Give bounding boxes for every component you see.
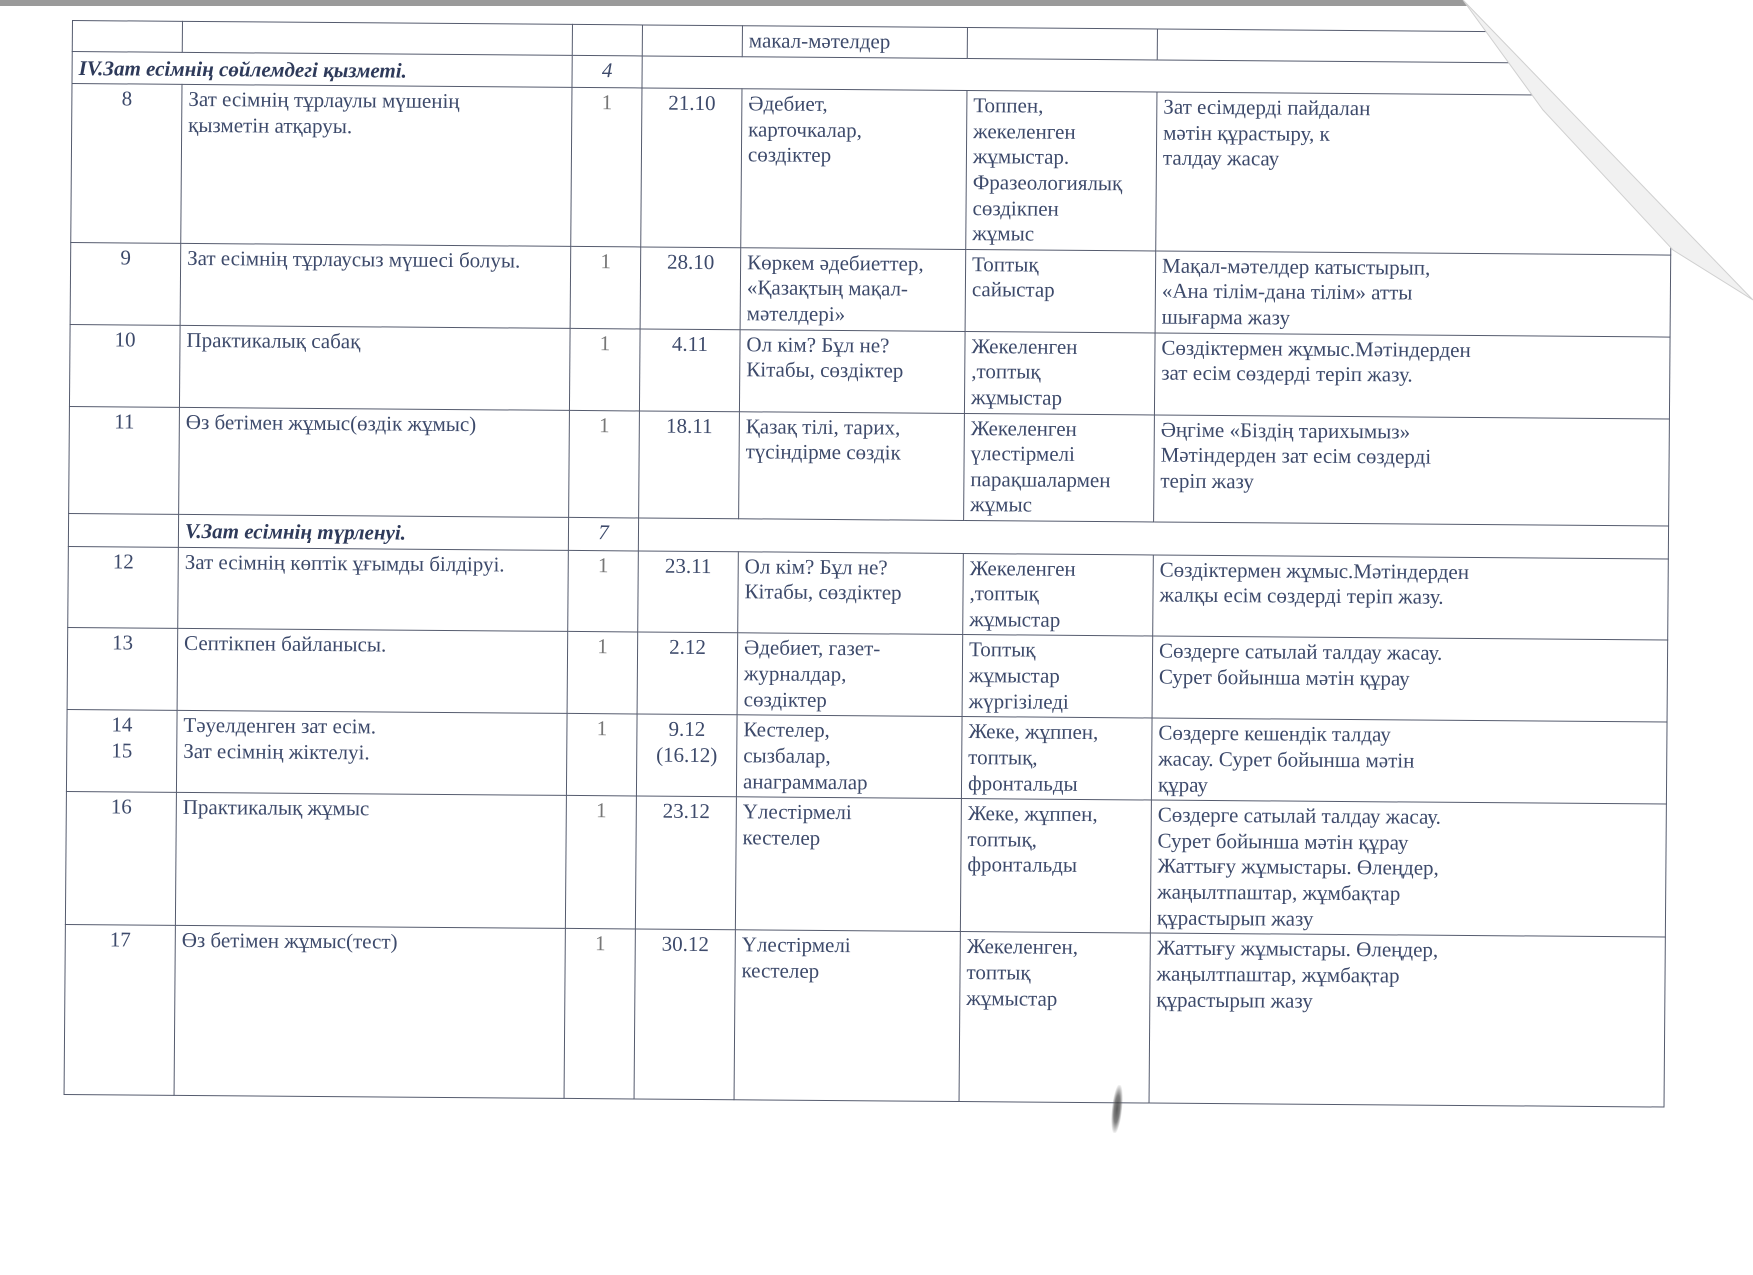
lesson-tasks	[1154, 333, 1670, 419]
lesson-tasks	[1150, 800, 1666, 937]
lesson-topic	[179, 325, 570, 410]
lesson-tasks	[1151, 718, 1667, 804]
lesson-hours: 1	[569, 410, 640, 518]
lesson-resources-line: мәтелдері»	[746, 301, 846, 327]
lesson-forms-line: жұмыстар	[966, 985, 1058, 1011]
lesson-tasks-line: «Ана тілім-дана тілім» атты	[1161, 279, 1413, 306]
lesson-forms-line: сайыстар	[971, 277, 1055, 303]
lesson-tasks	[1149, 933, 1665, 1107]
lesson-topic	[179, 407, 570, 517]
lesson-resources	[737, 633, 963, 717]
lesson-tasks-line: Сөздерге сатылай талдау жасау.	[1158, 638, 1443, 666]
lesson-resources	[739, 329, 965, 413]
lesson-forms-line: сөздікпен	[972, 195, 1059, 221]
lesson-number: 8	[71, 84, 182, 244]
lesson-hours: 1	[567, 632, 638, 715]
lesson-forms-line: жұмыстар.	[972, 144, 1070, 170]
lesson-forms-line: жұмыс	[972, 221, 1035, 246]
lesson-tasks-line: Мақал-мәтелдер катыстырып,	[1162, 253, 1431, 280]
lesson-forms-line: Жеке, жұппен,	[967, 801, 1098, 827]
lesson-tasks-line: Сөздерге кешендік талдау	[1158, 720, 1391, 747]
lesson-resources	[738, 551, 964, 635]
lesson-number: 17	[64, 925, 175, 1096]
lesson-resources	[735, 797, 961, 932]
lesson-resources-line: түсіндірме сөздік	[745, 439, 901, 465]
lesson-topic-line: Зат есімнің көптік ұғымды білдіруі.	[184, 549, 505, 576]
lesson-date-line: 30.12	[661, 931, 709, 957]
lesson-tasks	[1154, 415, 1670, 526]
lesson-resources-line: Әдебиет, газет-	[743, 635, 881, 661]
lesson-hours: 1	[566, 714, 637, 796]
lesson-date	[639, 411, 740, 519]
lesson-number: 14 15	[66, 710, 177, 793]
lesson-resources-line: сызбалар,	[743, 743, 831, 768]
lesson-forms-line: Топпен,	[973, 93, 1044, 118]
lesson-number: 12	[68, 546, 179, 629]
lesson-forms-line: Жекеленген	[969, 555, 1076, 581]
lesson-forms-line: жүргізіледі	[968, 688, 1069, 714]
lesson-row	[66, 710, 1667, 804]
lesson-forms-line: парақшалармен	[970, 466, 1111, 492]
lesson-tasks-line: Жаттығу жұмыстары. Өлеңдер,	[1156, 935, 1439, 963]
lesson-date-line: 2.12	[669, 635, 707, 660]
section-hours: 4	[572, 55, 642, 88]
lesson-topic-line: қызметін атқаруы.	[188, 112, 353, 139]
lesson-date-line: 28.10	[666, 249, 715, 274]
lesson-topic	[175, 793, 566, 929]
lesson-hours: 1	[568, 550, 639, 632]
lesson-forms-line: жұмыстар	[968, 663, 1060, 688]
lesson-date	[636, 714, 737, 797]
lesson-resources	[741, 89, 967, 249]
lesson-date	[638, 551, 739, 634]
lesson-topic	[178, 547, 569, 632]
lesson-resources-line: Ол кім? Бұл не?	[744, 553, 888, 580]
lesson-hours: 1	[569, 328, 640, 410]
lesson-row	[64, 925, 1665, 1108]
lesson-tasks-line: жаңылтпаштар, жұмбақтар	[1157, 879, 1401, 906]
lesson-tasks-line: жасау. Сурет бойынша мәтін	[1158, 746, 1415, 773]
lesson-tasks-line: Сөздіктермен жұмыс.Мәтіндерден	[1161, 335, 1471, 362]
lesson-tasks	[1152, 636, 1668, 722]
lesson-resources-line: Кітабы, сөздіктер	[744, 579, 902, 605]
lesson-forms-line: Жекеленген	[970, 415, 1077, 441]
lesson-number: 11	[69, 406, 180, 514]
lesson-tasks-line: зат есім сөздерді теріп жазу.	[1161, 360, 1413, 387]
lesson-resources-line: Кітабы, сөздіктер	[746, 357, 904, 383]
lesson-topic	[181, 85, 572, 247]
lesson-forms-line: ,топтық	[971, 359, 1041, 384]
lesson-resources-line: Үлестірмелі	[741, 932, 851, 958]
section-title: V.Зат есімнің түрленуі.	[178, 514, 568, 550]
lesson-tasks-line: Мәтіндерден зат есім сөздерді	[1160, 442, 1432, 469]
lesson-topic-line: Септікпен байланысы.	[184, 631, 387, 657]
lesson-resources-line: Ол кім? Бұл не?	[746, 332, 890, 358]
lesson-row	[69, 406, 1670, 526]
lesson-tasks-line: Сурет бойынша мәтін құрау	[1158, 664, 1410, 691]
lesson-date	[637, 632, 738, 715]
lesson-forms-line: топтық,	[968, 745, 1038, 770]
folded-corner	[1423, 0, 1753, 340]
lesson-forms-line: жұмыс	[970, 492, 1033, 517]
lesson-tasks-line: жаңылтпаштар, жұмбақтар	[1156, 961, 1400, 988]
lesson-number: 10	[69, 324, 180, 407]
lesson-topic	[174, 926, 565, 1099]
lesson-resources-line: Әдебиет,	[748, 91, 828, 117]
lesson-resources-line: анаграммалар	[742, 768, 868, 794]
top-spill-cell: макал-мәтелдер	[742, 26, 967, 58]
section-title: IV.Зат есімнің сөйлемдегі қызметі.	[72, 51, 572, 88]
lesson-forms-line: жекеленген	[973, 118, 1076, 144]
lesson-row	[65, 792, 1666, 938]
lesson-resources-line: Үлестірмелі	[742, 799, 852, 825]
lesson-resources-line: Қазақ тілі, тарих,	[745, 413, 901, 440]
lesson-resources-line: Көркем әдебиеттер,	[747, 250, 924, 276]
lesson-hours: 1	[570, 246, 641, 328]
lesson-date-line: 4.11	[671, 331, 709, 356]
lesson-forms-line: Топтық	[972, 251, 1039, 277]
lesson-topic-line: Практикалық сабақ	[186, 327, 361, 353]
lesson-topic-line: Практикалық жұмыс	[182, 795, 370, 821]
lesson-hours: 1	[571, 88, 642, 247]
lesson-hours: 1	[565, 796, 636, 930]
lesson-tasks-line: Жаттығу жұмыстары. Өлеңдер,	[1157, 854, 1439, 881]
lesson-forms	[959, 932, 1150, 1103]
lesson-resources	[734, 930, 960, 1102]
lesson-forms-line: Жекеленген	[971, 333, 1078, 359]
lesson-topic-line: Зат есімнің тұрлаусыз мүшесі болуы.	[187, 245, 521, 273]
lesson-resources-line: кестелер	[742, 825, 821, 850]
lesson-topic	[176, 711, 567, 796]
lesson-forms-line: жұмыстар	[970, 384, 1063, 410]
lesson-resources	[736, 715, 962, 799]
lesson-forms	[966, 91, 1157, 251]
lesson-row	[68, 546, 1669, 640]
lesson-tasks-line: құрау	[1157, 772, 1209, 797]
lesson-tasks-line: Сөздерге сатылай талдау жасау.	[1157, 802, 1442, 830]
lesson-date-line: 23.12	[662, 798, 711, 824]
lesson-date-line: 9.12	[668, 717, 706, 742]
lesson-topic-line: Өз бетімен жұмыс(тест)	[181, 928, 398, 954]
lesson-resources-line: сөздіктер	[743, 686, 827, 712]
lesson-resources-line: журналдар,	[743, 661, 847, 687]
lesson-forms	[964, 413, 1155, 522]
section-hours: 7	[568, 517, 638, 550]
lesson-forms-line: ,топтық	[969, 581, 1040, 606]
lesson-forms	[962, 635, 1153, 718]
lesson-tasks-line: жалқы есім сөздерді теріп жазу.	[1159, 582, 1444, 609]
lesson-topic-line: Тәуелденген зат есім.	[183, 713, 377, 739]
lesson-topic-line: Өз бетімен жұмыс(өздік жұмыс)	[185, 409, 477, 436]
lesson-forms-line: топтық,	[967, 826, 1038, 852]
lesson-resources-line: Кестелер,	[743, 717, 830, 743]
lesson-number: 9	[70, 242, 181, 325]
lesson-forms	[961, 717, 1152, 800]
lesson-resources-line: кестелер	[741, 958, 820, 983]
lesson-date	[634, 929, 735, 1100]
lesson-tasks-line: Сурет бойынша мәтін құрау	[1157, 828, 1409, 855]
lesson-resources-line: «Қазақтың мақал-	[746, 275, 909, 302]
lesson-forms-line: Топтық	[968, 637, 1036, 662]
lesson-tasks-line: құрастырып жазу	[1156, 987, 1313, 1013]
lesson-forms	[965, 249, 1156, 332]
lesson-tasks-line: талдау жасау	[1162, 146, 1280, 171]
lesson-date	[639, 329, 740, 412]
lesson-forms	[963, 553, 1154, 636]
lesson-forms-line: топтық	[966, 959, 1031, 985]
lesson-row	[67, 628, 1668, 723]
lesson-date-line: (16.12)	[656, 742, 718, 768]
lesson-tasks	[1153, 555, 1669, 641]
lesson-forms-line: жұмыстар	[969, 606, 1061, 632]
lesson-topic-line: Зат есімнің тұрлаулы мүшенің	[188, 87, 460, 114]
lesson-resources-line: карточкалар,	[748, 117, 863, 143]
lesson-forms	[960, 799, 1151, 934]
lesson-forms-line: фронтальды	[967, 770, 1078, 796]
lesson-tasks-line: Әңгіме «Біздің тарихымыз»	[1160, 417, 1411, 444]
lesson-forms	[964, 331, 1155, 414]
lesson-tasks-line: Зат есімдерді пайдалан	[1163, 94, 1371, 121]
lesson-resources	[740, 248, 966, 332]
lesson-topic	[177, 629, 568, 714]
lesson-date-line: 23.11	[664, 553, 712, 578]
lesson-date	[635, 796, 736, 930]
lesson-forms-line: Жекеленген,	[966, 934, 1079, 960]
lesson-date-line: 18.11	[665, 413, 713, 438]
lesson-tasks-line: шығарма жазу	[1161, 304, 1291, 330]
lesson-resources-line: сөздіктер	[747, 142, 832, 168]
lesson-hours: 1	[564, 929, 635, 1100]
lesson-date	[640, 247, 741, 330]
lesson-tasks-line: теріп жазу	[1160, 468, 1255, 494]
lesson-forms-line: Жеке, жұппен,	[968, 719, 1099, 745]
lesson-tasks-line: құрастырып жазу	[1156, 905, 1314, 931]
lesson-date-line: 21.10	[668, 90, 716, 116]
lesson-topic-line: Зат есімнің жіктелуі.	[183, 738, 370, 765]
lesson-forms-line: Фразеологиялық	[972, 170, 1123, 196]
lesson-resources	[739, 411, 965, 520]
lesson-topic	[180, 243, 571, 328]
lesson-tasks-line: мәтін құрастыру, к	[1163, 120, 1330, 146]
lesson-forms-line: фронтальды	[967, 852, 1078, 878]
lesson-number: 16	[65, 792, 176, 926]
lesson-date	[641, 88, 742, 247]
lesson-forms-line: үлестірмелі	[970, 441, 1075, 467]
lesson-tasks-line: Сөздіктермен жұмыс.Мәтіндерден	[1159, 557, 1470, 584]
lesson-number: 13	[67, 628, 178, 711]
